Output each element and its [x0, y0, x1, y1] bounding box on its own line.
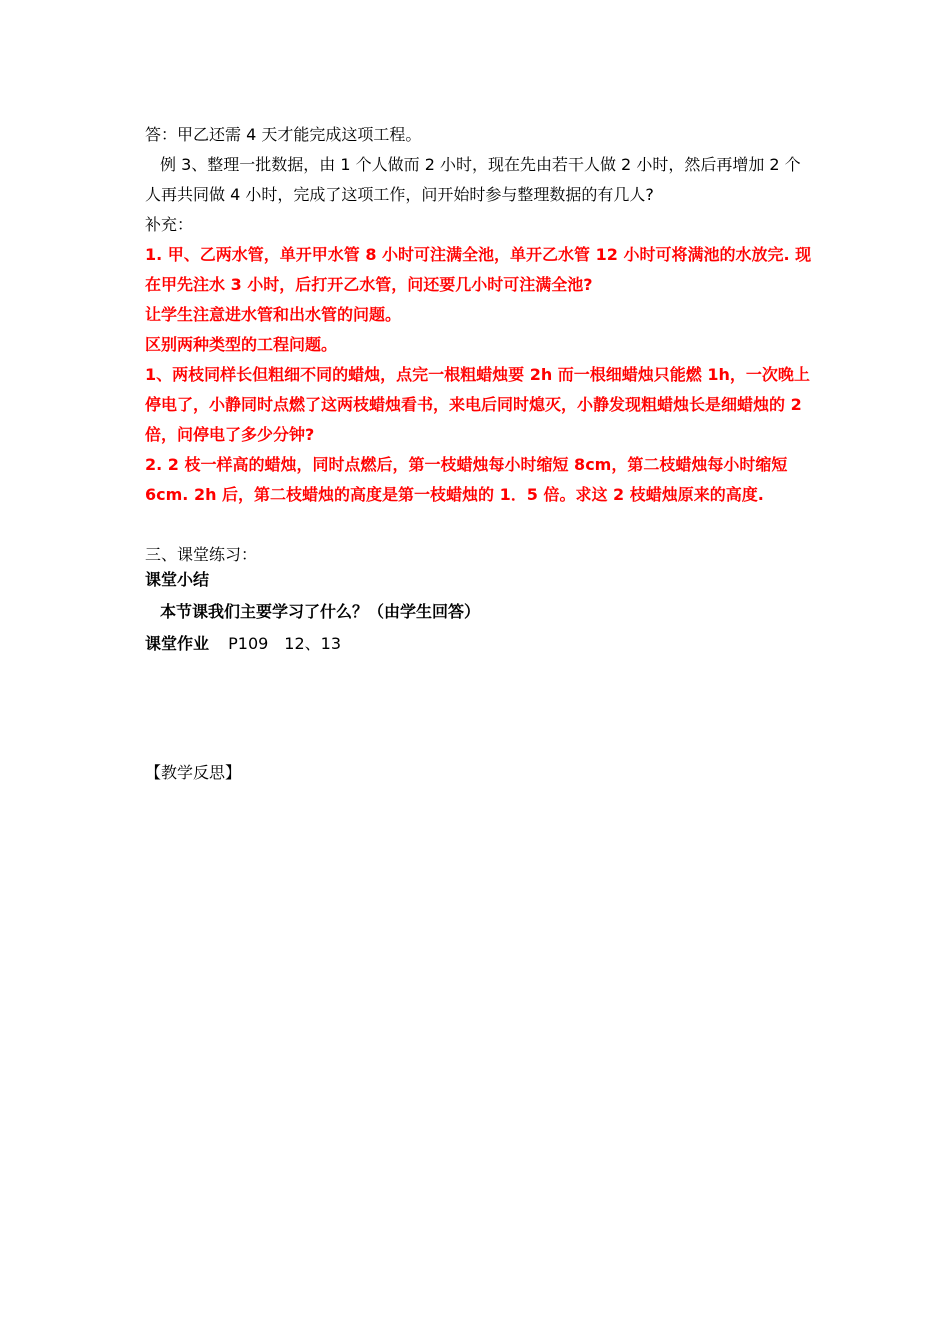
- supplement-problem3-line1: 2. 2 枝一样高的蜡烛，同时点燃后，第一枝蜡烛每小时缩短 8cm，第二枝蜡烛每小时缩短: [145, 455, 788, 474]
- homework-line: [145, 629, 815, 659]
- supplement-problem2-line2: 停电了，小静同时点燃了这两枝蜡烛看书，来电后同时熄灭，小静发现粗蜡烛长是细蜡烛的 2: [145, 395, 802, 414]
- homework-value: P109 12、13: [228, 634, 342, 653]
- homework-label: 课堂作业: [145, 634, 210, 653]
- example3-line2: 人再共同做 4 小时，完成了这项工作，问开始时参与整理数据的有几人?: [145, 185, 654, 204]
- supplement-problem2-line3: 倍，问停电了多少分钟?: [145, 425, 315, 444]
- answer-line: 答：甲乙还需 4 天才能完成这项工程。: [145, 125, 422, 144]
- supplement-label: 补充：: [145, 215, 194, 234]
- supplement-problem1-line2: 在甲先注水 3 小时，后打开乙水管，问还要几小时可注满全池?: [145, 275, 593, 294]
- supplement-problem2-line1: 1、两枝同样长但粗细不同的蜡烛，点完一根粗蜡烛要 2h 而一根细蜡烛只能燃 1h，一次晚上: [145, 365, 810, 384]
- supplement-note1: 让学生注意进水管和出水管的问题。: [145, 305, 402, 324]
- supplement-problem3-line2: 6cm. 2h 后，第二枝蜡烛的高度是第一枝蜡烛的 1．5 倍。求这 2 枝蜡烛原来的高度.: [145, 485, 764, 504]
- section3-heading: 三、课堂练习：: [145, 545, 258, 564]
- supplement-problem1-line1: 1. 甲、乙两水管，单开甲水管 8 小时可注满全池，单开乙水管 12 小时可将满池的水放完. 现: [145, 245, 812, 264]
- example3-line1: 例 3、整理一批数据，由 1 个人做而 2 小时，现在先由若干人做 2 小时，然后再增加 2 个: [160, 155, 801, 174]
- supplement-note2: 区别两种类型的工程问题。: [145, 335, 338, 354]
- reflection-heading: 【教学反思】: [145, 763, 242, 782]
- summary-text: 本节课我们主要学习了什么？（由学生回答）: [160, 602, 481, 621]
- summary-title: 课堂小结: [145, 570, 210, 589]
